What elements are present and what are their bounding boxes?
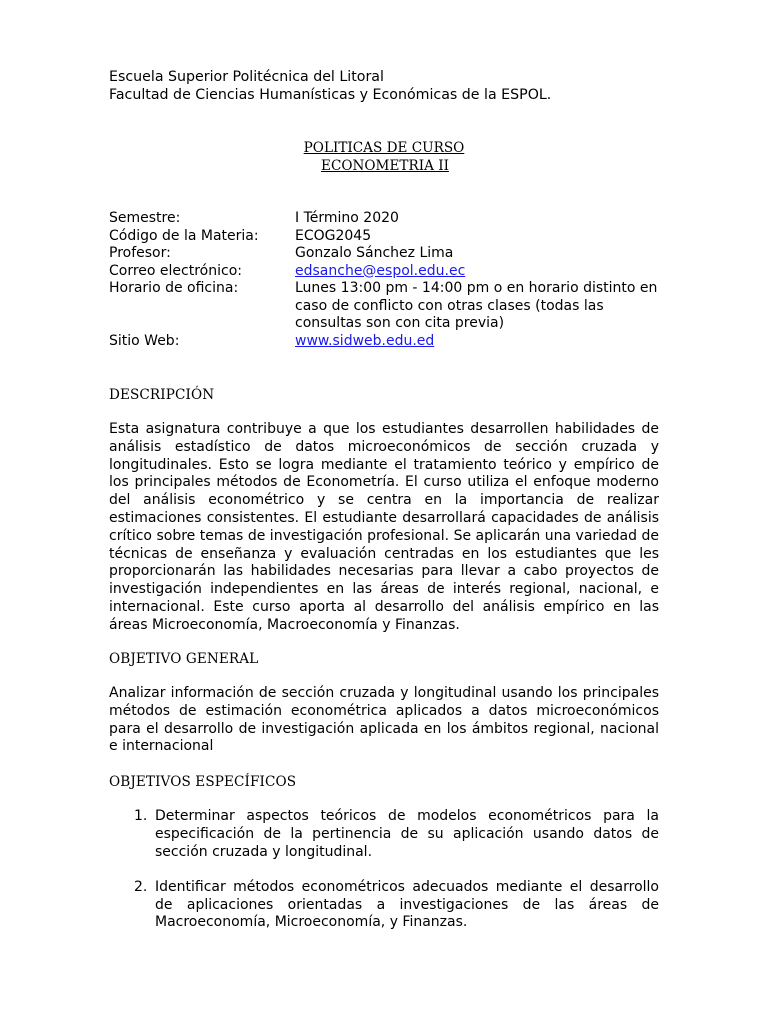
website-link[interactable]: www.sidweb.edu.ed — [295, 332, 435, 349]
objetivos-especificos-list — [134, 808, 659, 950]
profesor-label: Profesor: — [109, 245, 171, 261]
course-info-table — [109, 210, 660, 350]
email-link[interactable]: edsanche@espol.edu.ec — [295, 262, 466, 279]
info-row-sitio — [109, 333, 660, 351]
semestre-value: I Término 2020 — [295, 210, 399, 226]
profesor-value: Gonzalo Sánchez Lima — [295, 245, 454, 261]
descripcion-text: Esta asignatura contribuye a que los estudiantes desarrollen habilidades de análisis estadístico de datos microeconómicos de sección cruzada y longitudinales. Esto se logra mediante el tratamiento teórico y empírico de los principales métodos de Econometría. El curso utiliza el enfoque moderno del análisis econométrico y se centra en la importancia de realizar estimaciones consistentes. El estudiante desarrollará capacidades de análisis crítico sobre temas de investigación profesional. Se aplicarán una variedad de técnicas de enseñanza y evaluación centradas en los estudiantes que les proporcionarán las habilidades necesarias para llevar a cabo proyectos de investigación independientes en las áreas de interés regional, nacional, e internacional. Este curso aporta al desarrollo del análisis empírico en las áreas Microeconomía, Macroeconomía y Finanzas. — [109, 421, 659, 633]
horario-label: Horario de oficina: — [109, 280, 239, 296]
codigo-value: ECOG2045 — [295, 227, 372, 244]
horario-value: Lunes 13:00 pm - 14:00 pm o en horario distinto en caso de conflicto con otras clases (todas las consultas son con cita previa) — [295, 280, 658, 331]
semestre-label: Semestre: — [109, 210, 181, 226]
objetivos-especificos-heading: OBJETIVOS ESPECÍFICOS — [109, 774, 297, 790]
descripcion-heading: DESCRIPCIÓN — [109, 387, 215, 403]
title-line-1: POLITICAS DE CURSO — [303, 140, 465, 156]
faculty-name: Facultad de Ciencias Humanísticas y Económicas de la ESPOL. — [109, 87, 552, 103]
correo-label: Correo electrónico: — [109, 262, 242, 279]
institution-name: Escuela Superior Politécnica del Litoral — [109, 69, 384, 85]
document-title — [0, 139, 768, 175]
title-line-2: ECONOMETRIA II — [321, 158, 449, 174]
list-item — [134, 808, 659, 861]
info-row-horario — [109, 280, 660, 333]
info-row-profesor — [109, 245, 660, 263]
list-item-number: 2. — [134, 878, 148, 895]
objetivo-general-text: Analizar información de sección cruzada y longitudinal usando los principales métodos de estimación econométrica aplicados a datos microeconómicos para el desarrollo de investigación aplicada en los ámbitos regional, nacional e internacional — [109, 685, 659, 755]
list-item-text: Identificar métodos econométricos adecuados mediante el desarrollo de aplicaciones orientadas a investigaciones de las áreas de Macroeconomía, Microeconomía, y Finanzas. — [155, 878, 659, 931]
codigo-label: Código de la Materia: — [109, 227, 259, 244]
objetivo-general-heading: OBJETIVO GENERAL — [109, 651, 259, 667]
info-row-codigo — [109, 228, 660, 246]
list-item-number: 1. — [134, 808, 148, 824]
sitio-label: Sitio Web: — [109, 332, 180, 349]
info-row-semestre — [109, 210, 660, 228]
list-item-text: Determinar aspectos teóricos de modelos econométricos para la especificación de la pertinencia de su aplicación usando datos de sección cruzada y longitudinal. — [155, 808, 659, 860]
list-item — [134, 879, 659, 932]
info-row-correo — [109, 263, 660, 281]
institution-header — [109, 68, 551, 104]
